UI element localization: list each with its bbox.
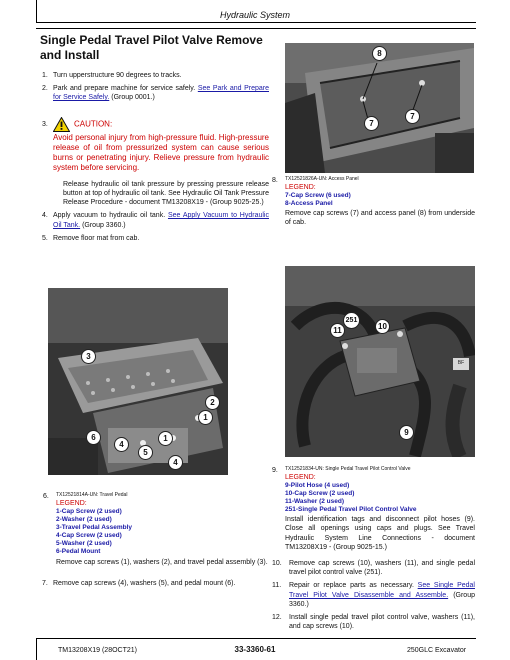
callout-4: 4 <box>114 437 129 452</box>
callout-10: 10 <box>375 319 390 334</box>
step-text: Park and prepare machine for service safely. <box>53 85 196 93</box>
callout-5: 5 <box>138 445 153 460</box>
legend-item: 251-Single Pedal Travel Pilot Control Valve <box>285 506 417 514</box>
header-rule <box>36 22 476 23</box>
legend-item: 10-Cap Screw (2 used) <box>285 489 355 497</box>
steps-group-1 <box>36 71 269 247</box>
section-rule <box>36 28 476 29</box>
step-number: 7. <box>42 580 48 587</box>
step-number: 11. <box>272 582 282 590</box>
page-header-title: Hydraulic System <box>219 10 291 20</box>
step-number: 5. <box>42 234 48 242</box>
step-text: Install single pedal travel pilot control valve, washers (11), and cap screws (10). <box>289 614 475 631</box>
caution-text: Avoid personal injury from high-pressure fluid. High-pressure release of oil from pressurized system can cause serious burns or penetrating injury. Relieve pressure from hydraulic system before servicing. <box>53 132 269 173</box>
step-10 <box>272 559 475 577</box>
step-text: Turn upperstructure 90 degrees to tracks. <box>53 72 182 79</box>
section-title: Single Pedal Travel Pilot Valve Remove and Install <box>40 33 263 62</box>
step-number: 4. <box>42 212 48 220</box>
step-group-ref: (Group 3360.) <box>82 221 126 229</box>
legend-item: 2-Washer (2 used) <box>56 515 112 523</box>
step-group-ref: (Group 3360.) <box>289 591 475 608</box>
footer-document-id: TM13208X19 (28OCT21) <box>58 647 137 654</box>
callout-7: 7 <box>364 116 379 131</box>
step-number: 12. <box>272 614 282 622</box>
travel-pedal-photo <box>48 288 228 475</box>
legend-item: 6-Pedal Mount <box>56 548 101 556</box>
callout-3: 3 <box>81 349 96 364</box>
step-4 <box>36 211 269 229</box>
figure-number: 6. <box>43 493 49 500</box>
footer-rule <box>36 638 476 639</box>
callout-4: 4 <box>168 455 183 470</box>
legend-item: 7-Cap Screw (6 used) <box>285 191 351 199</box>
caution-label: CAUTION: <box>73 119 113 129</box>
figure-description: Remove cap screws (7) and access panel (8) from underside of cab. <box>285 210 475 227</box>
step-number: 10. <box>272 560 282 567</box>
figure-8-caption <box>272 176 475 227</box>
callout-2: 2 <box>205 395 220 410</box>
legend-item: 9-Pilot Hose (4 used) <box>285 481 350 489</box>
figure-number: 8. <box>272 177 278 184</box>
warning-triangle-icon <box>53 117 70 132</box>
step-text: Remove cap screws (4), washers (5), and pedal mount (6). <box>53 580 236 587</box>
callout-1: 1 <box>158 431 173 446</box>
legend-item: 8-Access Panel <box>285 199 333 207</box>
step-5 <box>36 234 269 243</box>
steps-group-2 <box>36 579 269 592</box>
footer-machine-model: 250GLC Excavator <box>407 647 467 654</box>
figure-description: Remove cap screws (1), washers (2), and travel pedal assembly (3). <box>56 558 268 566</box>
footer-page-number: 33-3360-61 <box>234 645 276 654</box>
step-2 <box>36 84 269 102</box>
pilot-control-valve-photo <box>285 266 475 457</box>
legend-heading: LEGEND: <box>56 499 87 507</box>
callout-1: 1 <box>198 410 213 425</box>
callout-6: 6 <box>86 430 101 445</box>
travel-pedal-illustration <box>48 288 228 475</box>
figure-number: 9. <box>272 467 278 474</box>
step-text: Remove cap screws (10), washers (11), and single pedal travel pilot control valve (251). <box>289 560 475 577</box>
callout-7: 7 <box>405 109 420 124</box>
figure-9-caption <box>272 466 475 552</box>
step-text: Apply vacuum to hydraulic oil tank. <box>53 212 166 220</box>
legend-heading: LEGEND: <box>285 473 316 481</box>
hose-tag-label: BF <box>457 360 465 366</box>
step-3 <box>36 117 269 174</box>
legend-item: 1-Cap Screw (2 used) <box>56 507 122 515</box>
steps-group-3 <box>272 559 475 636</box>
step-text: Repair or replace parts as necessary. <box>289 582 414 590</box>
park-and-prepare-link[interactable]: See Park and Prepare for Service Safely. <box>53 85 269 102</box>
step-number: 1. <box>42 72 48 79</box>
callout-9: 9 <box>399 425 414 440</box>
figure-id: TX12521826A-UN: Access Panel <box>285 176 359 182</box>
step-12 <box>272 613 475 631</box>
step-1 <box>36 71 269 80</box>
step-group-ref: (Group 0001.) <box>111 94 155 102</box>
figure-6-caption <box>43 492 269 567</box>
apply-vacuum-link[interactable]: See Apply Vacuum to Hydraulic Oil Tank. <box>53 212 269 229</box>
legend-heading: LEGEND: <box>285 183 316 191</box>
legend-item: 3-Travel Pedal Assembly <box>56 524 132 532</box>
figure-id: TX12521814A-UN: Travel Pedal <box>56 492 128 498</box>
legend-item: 5-Washer (2 used) <box>56 540 112 548</box>
legend-item: 11-Washer (2 used) <box>285 498 345 506</box>
step-number: 2. <box>42 85 48 93</box>
pilot-control-valve-illustration <box>285 266 475 457</box>
step-11 <box>272 581 475 609</box>
step-7 <box>36 579 269 588</box>
callout-251: 251 <box>343 312 360 329</box>
disassemble-assemble-link[interactable]: See Single Pedal Travel Pilot Valve Disassemble and Assemble. <box>289 582 475 599</box>
pressure-release-paragraph: Release hydraulic oil tank pressure by pressing pressure release button at top of hydraulic oil tank. See Hydraulic Oil Tank Pressure Release Procedure - document TM13208X19 - (Group 9025-25.) <box>63 180 269 207</box>
figure-description: Install identification tags and disconnect pilot hoses (9). Close all openings using caps and plugs. See Travel Hydraulic System Line Connections - document TM13208X19 - (Group 9025-15.) <box>285 516 475 551</box>
step-number: 3. <box>42 120 48 128</box>
step-text: Remove floor mat from cab. <box>53 234 140 242</box>
callout-8: 8 <box>372 46 387 61</box>
legend-item: 4-Cap Screw (2 used) <box>56 532 122 540</box>
figure-id: TX12521834-UN: Single Pedal Travel Pilot Control Valve <box>285 466 411 472</box>
access-panel-photo <box>285 43 474 173</box>
callout-11: 11 <box>330 323 345 338</box>
access-panel-illustration <box>285 43 474 173</box>
